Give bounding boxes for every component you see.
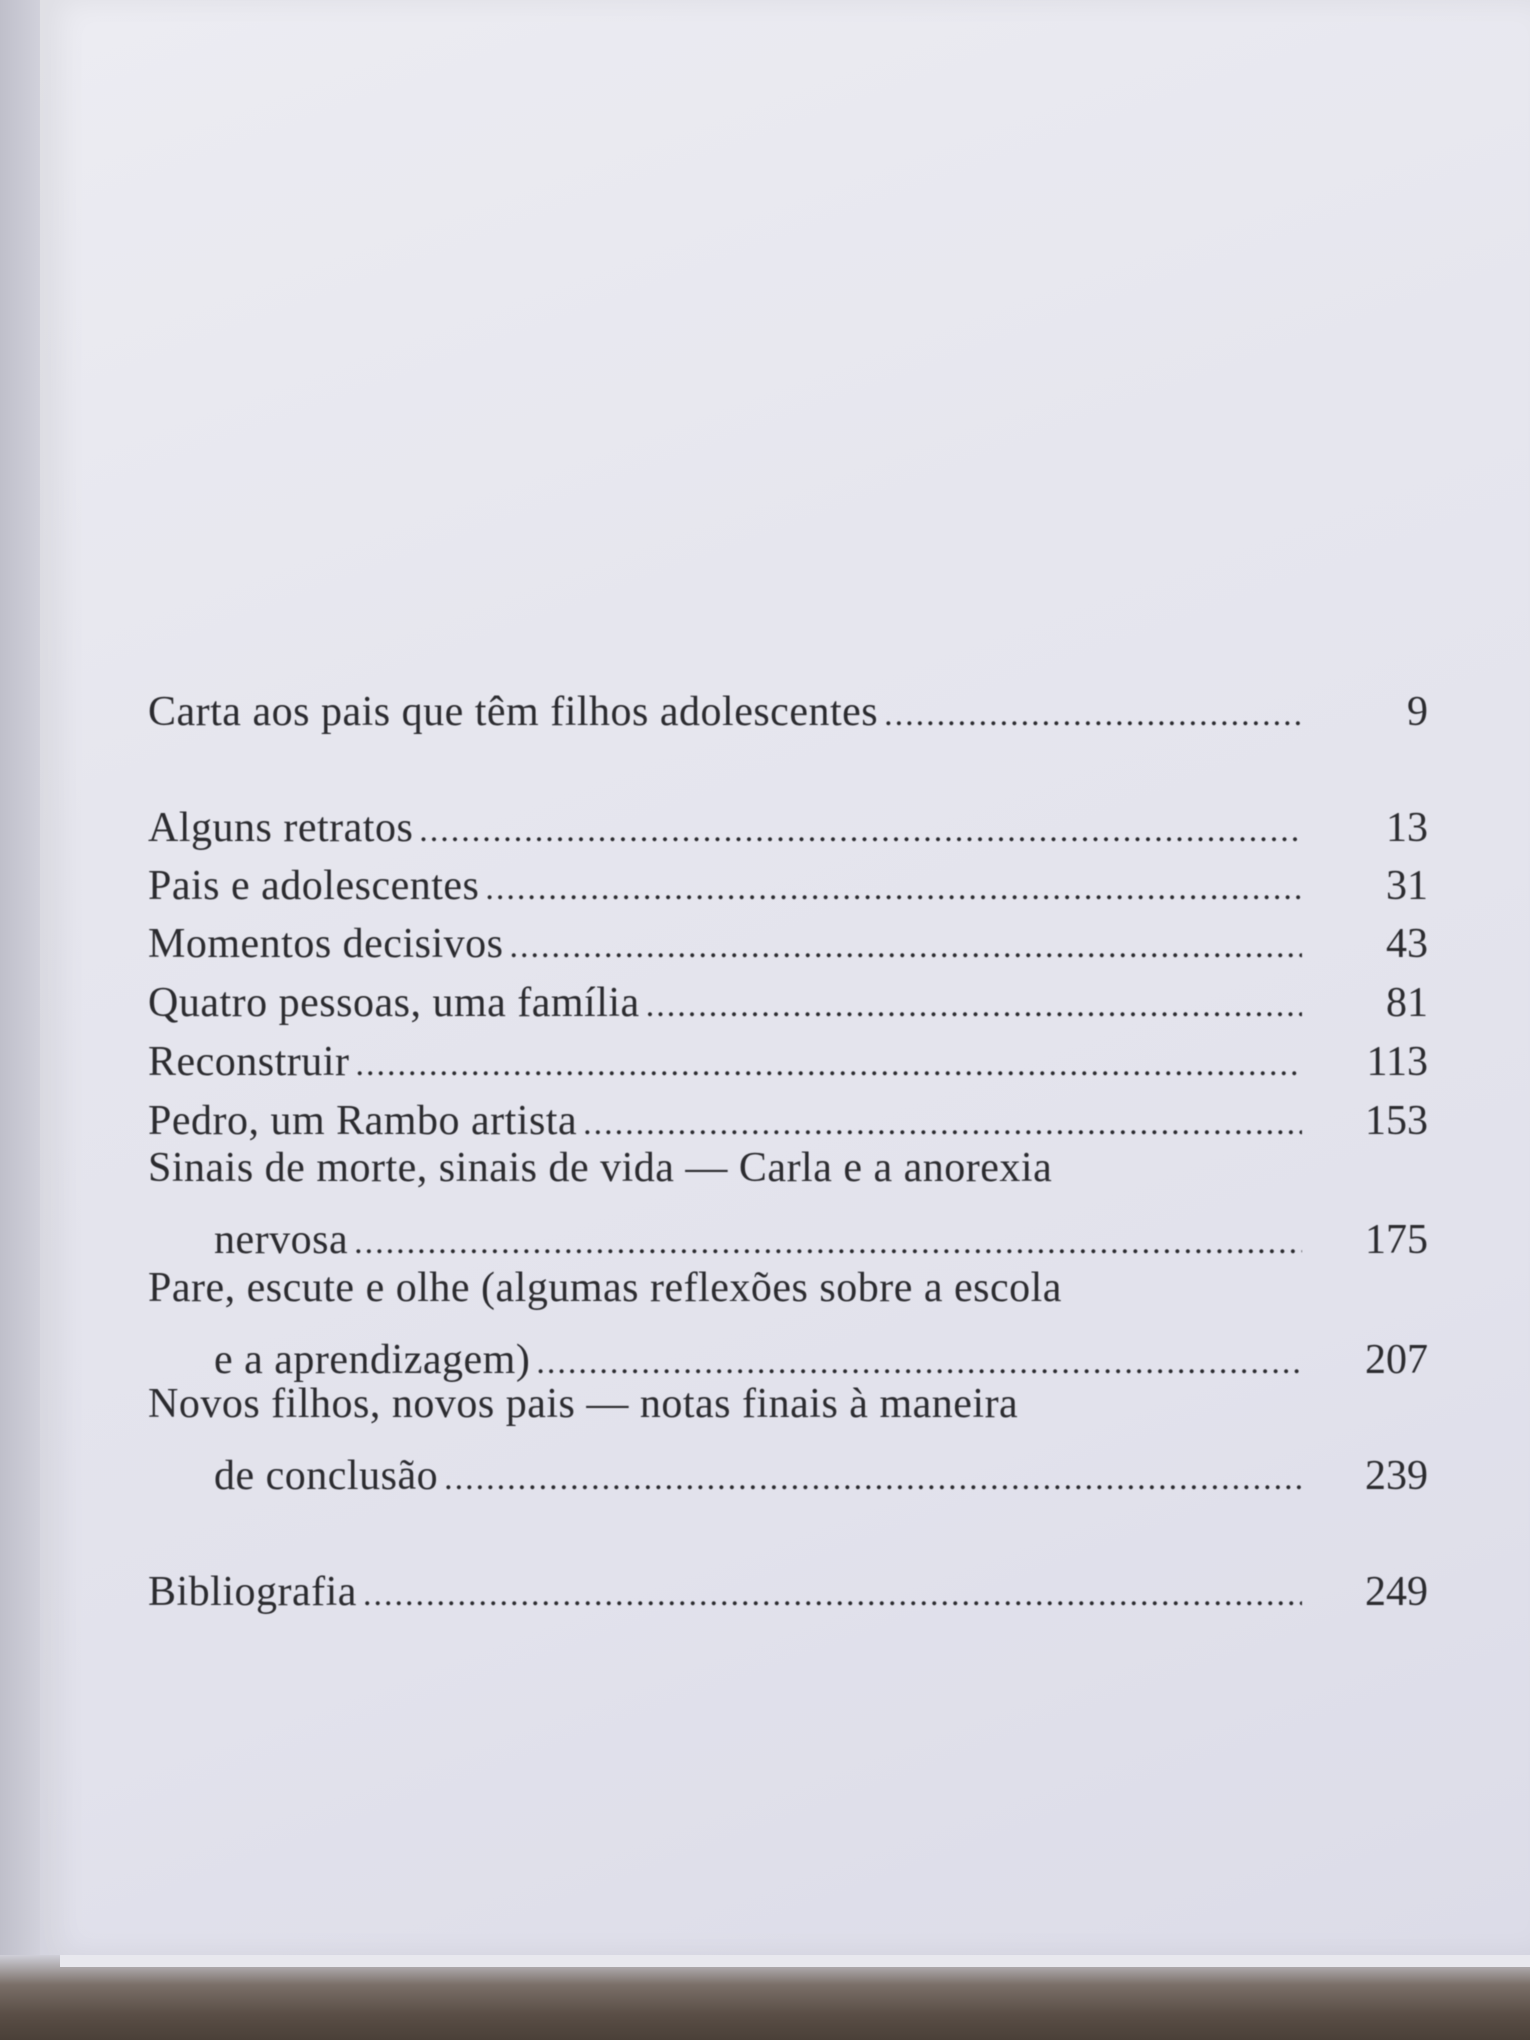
toc-entry-title: Pedro, um Rambo artista xyxy=(148,1098,578,1144)
toc-entry[interactable] xyxy=(148,850,1428,910)
toc-entry-title-continued: nervosa xyxy=(214,1217,349,1263)
toc-entry[interactable] xyxy=(148,1380,1428,1500)
dot-leader xyxy=(509,928,1302,966)
toc-entry-bibliography[interactable] xyxy=(148,1556,1428,1616)
dot-leader xyxy=(354,1224,1302,1262)
dot-leader xyxy=(884,696,1302,734)
toc-entry-title: Pais e adolescentes xyxy=(148,863,480,909)
toc-page-number: 31 xyxy=(1386,863,1428,909)
toc-entry-title: Novos filhos, novos pais — notas finais à maneira xyxy=(148,1381,1019,1427)
dot-leader xyxy=(355,1046,1302,1084)
toc-page-number: 153 xyxy=(1365,1098,1428,1144)
toc-entry-title: Reconstruir xyxy=(148,1039,350,1085)
dot-leader xyxy=(444,1460,1302,1498)
dot-leader xyxy=(583,1105,1302,1143)
toc-entry[interactable] xyxy=(148,967,1428,1027)
toc-entry[interactable] xyxy=(148,1026,1428,1086)
toc-page-number: 13 xyxy=(1386,805,1428,851)
dot-leader xyxy=(363,1576,1302,1614)
dot-leader xyxy=(536,1344,1302,1382)
toc-entry-title: Sinais de morte, sinais de vida — Carla e a anorexia xyxy=(148,1145,1053,1191)
toc-entry-title: Carta aos pais que têm filhos adolescentes xyxy=(148,689,879,735)
toc-entry[interactable] xyxy=(148,1085,1428,1145)
toc-entry[interactable] xyxy=(148,1264,1428,1384)
toc-page-number: 239 xyxy=(1365,1453,1428,1499)
toc-page-number: 175 xyxy=(1365,1217,1428,1263)
toc-entry-title: Quatro pessoas, uma família xyxy=(148,980,640,1026)
toc-page-number: 81 xyxy=(1386,980,1428,1026)
toc-entry-title: Pare, escute e olhe (algumas reflexões sobre a escola xyxy=(148,1265,1062,1311)
toc-entry-title: Momentos decisivos xyxy=(148,921,504,967)
toc-entry-title-continued: e a aprendizagem) xyxy=(214,1337,531,1383)
toc-page-number: 113 xyxy=(1366,1039,1428,1085)
toc-entry[interactable] xyxy=(148,1144,1428,1264)
toc-entry-intro[interactable] xyxy=(148,676,1428,736)
dot-leader xyxy=(419,812,1302,850)
toc-entry[interactable] xyxy=(148,792,1428,852)
toc-page-number: 43 xyxy=(1386,921,1428,967)
dot-leader xyxy=(485,870,1302,908)
toc-page-number: 249 xyxy=(1365,1569,1428,1615)
page-bottom-border xyxy=(60,1955,1530,1967)
book-bottom-edge xyxy=(0,1955,1530,2040)
toc-entry[interactable] xyxy=(148,908,1428,968)
toc-entry-title: Alguns retratos xyxy=(148,805,414,851)
toc-page-number: 207 xyxy=(1365,1337,1428,1383)
toc-page-number: 9 xyxy=(1407,689,1428,735)
toc-entry-title-continued: de conclusão xyxy=(214,1453,439,1499)
dot-leader xyxy=(646,987,1302,1025)
toc-entry-title: Bibliografia xyxy=(148,1569,357,1615)
